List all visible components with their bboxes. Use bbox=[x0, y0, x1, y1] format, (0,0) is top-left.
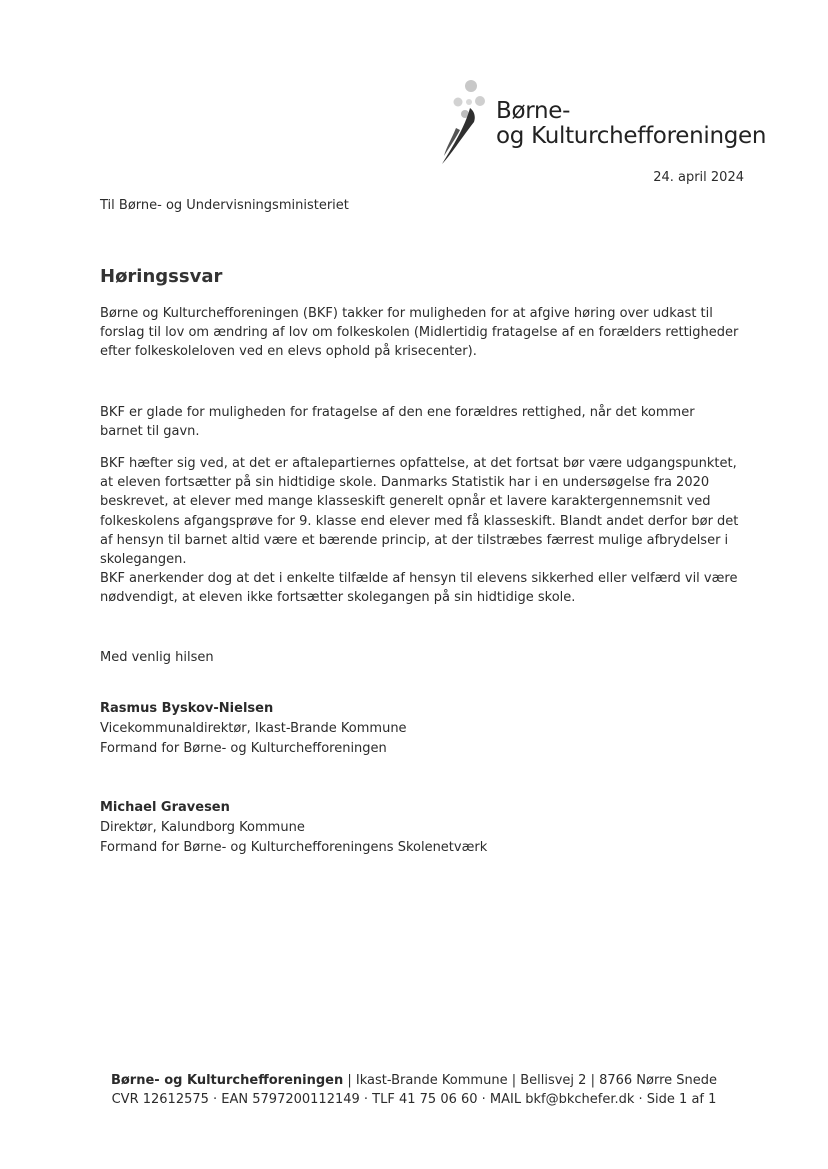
logo-line-1: Børne- bbox=[496, 98, 571, 124]
signatory-role: Vicekommunaldirektør, Ikast-Brande Kommune bbox=[100, 721, 407, 736]
footer-org-name: Børne- og Kulturchefforeningen bbox=[110, 1073, 344, 1088]
signatory-role: Direktør, Kalundborg Kommune bbox=[100, 820, 305, 835]
logo-figure-icon bbox=[436, 78, 496, 168]
body-paragraph-group bbox=[100, 454, 740, 608]
signatory-name: Rasmus Byskov-Nielsen bbox=[100, 701, 274, 716]
signature-block bbox=[100, 798, 487, 858]
signatory-position: Formand for Børne- og Kulturchefforeningens Skolenetværk bbox=[100, 840, 488, 855]
organization-logo bbox=[436, 78, 776, 168]
body-paragraph: BKF anerkender dog at det i enkelte tilfælde af hensyn til elevens sikkerhed eller velfærd vil være nødvendigt, at eleven ikke fortsætter skolegangen på sin hidtidige skole. bbox=[100, 571, 738, 606]
body-paragraph: BKF hæfter sig ved, at det er aftalepartiernes opfattelse, at det fortsat bør være udgangspunktet, at eleven fortsætter på sin hidtidige skole. Danmarks Statistik har i en undersøgelse fra 2020 beskrevet, at elever med mange klasseskift generelt opnår et lavere karaktergennemsnit ved folkeskolens afgangsprøve for 9. klasse end elever med få klasseskift. Blandt andet derfor bør det af hensyn til barnet altid være et bærende princip, at der tilstræbes færrest mulige afbrydelser i skolegangen. bbox=[100, 456, 739, 568]
recipient-line: Til Børne- og Undervisningsministeriet bbox=[100, 198, 349, 213]
logo-wordmark bbox=[496, 99, 766, 149]
body-paragraph: Børne og Kulturchefforeningen (BKF) takker for muligheden for at afgive høring over udkast til forslag til lov om ændring af lov om folkeskolen (Midlertidig fratagelse af en forælders rettigheder efter folkeskoleloven ved en elevs ophold på krisecenter). bbox=[100, 306, 739, 360]
footer-address-line bbox=[0, 1071, 828, 1090]
logo-line-2: og Kulturchefforeningen bbox=[496, 123, 767, 149]
signature-block bbox=[100, 699, 407, 759]
footer-contact-line: CVR 12612575 · EAN 5797200112149 · TLF 41 75 06 60 · MAIL bkf@bkchefer.dk · Side 1 af 1 bbox=[111, 1092, 717, 1107]
body-paragraph: BKF er glade for muligheden for fratagelse af den ene forældres rettighed, når det kommer barnet til gavn. bbox=[100, 405, 695, 440]
closing-greeting: Med venlig hilsen bbox=[100, 650, 214, 665]
signatory-name: Michael Gravesen bbox=[100, 800, 230, 815]
page-title: Høringssvar bbox=[100, 266, 223, 287]
letter-date: 24. april 2024 bbox=[653, 170, 744, 185]
footer-address: | Ikast-Brande Kommune | Bellisvej 2 | 8766 Nørre Snede bbox=[343, 1073, 718, 1088]
signatory-position: Formand for Børne- og Kulturchefforeningen bbox=[100, 741, 387, 756]
